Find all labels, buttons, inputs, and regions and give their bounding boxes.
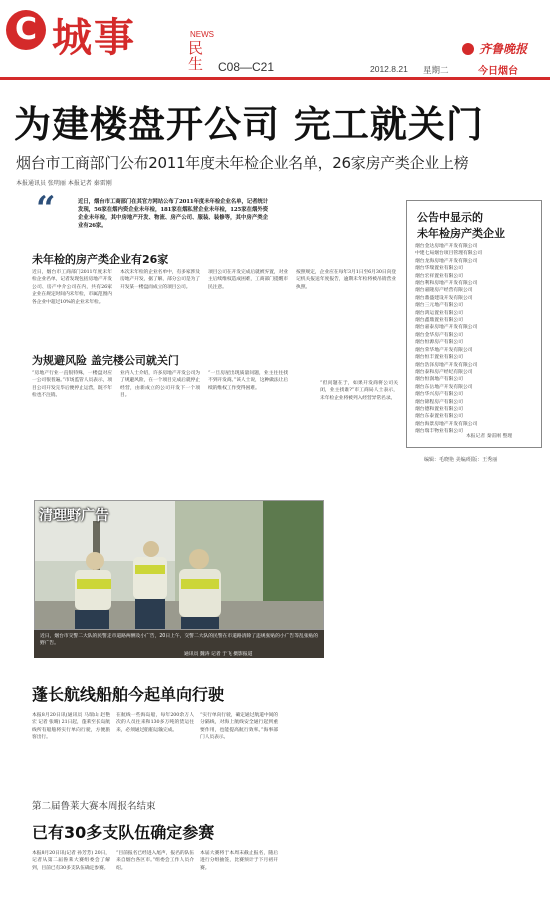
- company-list-item: 烟台恒丰置业有限公司: [415, 355, 463, 361]
- page-range: C08—C21: [218, 60, 275, 74]
- company-list-item: 烟台华兴房产有限公司: [415, 392, 463, 398]
- company-list-item: 烟台嘉泰房地产开发有限公司: [415, 325, 478, 331]
- company-list-item: 烟台鑫鼎置业有限公司: [415, 318, 463, 324]
- story3-headline: 已有30多支队伍确定参赛: [32, 823, 215, 842]
- photo-block: [34, 500, 324, 630]
- company-list-item: 烟台泰和房产经纪有限公司: [415, 369, 473, 375]
- masthead: [0, 0, 550, 80]
- company-list-box: [406, 200, 542, 448]
- company-list-item: 烟台恒源房产有限公司: [415, 340, 463, 346]
- company-list: [415, 243, 537, 436]
- paper-logo-mark: [462, 43, 474, 55]
- lead-subhead: 烟台市工商部门公布2011年度未年检企业名单，26家房产类企业上榜: [16, 154, 469, 172]
- story2-col-1: 本报8月20日讯(通讯员 马瑞山 赵艳宏 记者 张晴) 21日起，蓬莱至长岛航线所有船舶将实行单向行驶，方便旅客出行。: [32, 713, 110, 741]
- issue-date: 2012.8.21: [370, 64, 408, 74]
- masthead-rule: [0, 77, 550, 80]
- list-title-line1: 公告中显示的: [417, 211, 483, 224]
- lead-col-3: 项目公司在开发完成后就被弃置，对业主后续维权造成困难，工商部门提醒市民注意。: [208, 270, 288, 290]
- company-list-item: 烟台恒润地产有限公司: [415, 377, 463, 383]
- news-en-label: NEWS: [190, 30, 214, 39]
- company-list-item: 烟台嘉隆房产经营有限公司: [415, 288, 473, 294]
- story2-headline: 蓬长航线船舶今起单向行驶: [32, 685, 225, 704]
- story3-col-1: 本报8月20日讯(记者 孙芳芳) 20日，记者从第二届鲁莱大赛组委会了解到，目前已有30多支队伍确定参赛。: [32, 851, 110, 871]
- company-list-item: 烟台海景房地产开发有限公司: [415, 421, 478, 427]
- lead-col-5: “房地产行业一直很特殊，一楼盘对应一公司很普遍。”市场监管人员表示，项目公司开发完毕后便停止运营，既不年检也不注销。: [32, 371, 112, 399]
- section-word: 城事: [52, 15, 136, 61]
- paper-logo: [462, 38, 546, 58]
- company-list-item: 烟台鸿运置业有限公司: [415, 310, 463, 316]
- lead-headline: 为建楼盘开公司 完工就关门: [14, 103, 484, 146]
- lead-col-7: “一旦房屋出现质量问题，业主往往找不到开发商。”该人士说，这种做法让后续的维权工作变得困难。: [208, 371, 288, 391]
- company-list-item: 烟台宏祥置业有限公司: [415, 273, 463, 279]
- company-list-item: 烟台金华房产有限公司: [415, 332, 463, 338]
- list-byline: 本报记者 秦雷刚 整理: [466, 434, 513, 439]
- weekday: 星期二: [423, 66, 449, 76]
- photo-credit: 通讯员 魏涛 记者 于飞 摄影报道: [184, 652, 253, 657]
- section-logo-badge: C: [6, 10, 46, 50]
- company-list-item: 中建七局烟台项目管理有限公司: [415, 251, 483, 257]
- lead-subhead-1: 未年检的房产类企业有26家: [32, 253, 169, 266]
- lead-col-2: 本次未年检的企业名单中，有多家涉及房地产开发，据了解，部分公司是为了开发某一楼盘而成立的项目公司。: [120, 270, 200, 290]
- lead-col-1: 近日，烟台市工商部门2011年度未年检企业名单，记者发现包括房地产开发公司、房产中介公司在内，共有26家企业在规定时间内未年检，市属范围内各企业中超过10%的企业未年检。: [32, 270, 112, 305]
- list-title-line2: 未年检房产类企业: [417, 227, 505, 240]
- company-list-item: 烟台德和置业有限公司: [415, 406, 463, 412]
- lead-col-8: “但问题在于，如果开发商将公司关闭，业主找谁?”市工商局人士表示，未年检企业将被列入经营异常名录。: [320, 381, 398, 401]
- company-list-item: 烟台东岳地产开发有限公司: [415, 384, 473, 390]
- lead-col-6: 业内人士介绍，许多房地产开发公司为了规避风险，在一个项目完成后就停止经营，由新成立的公司开发下一个项目。: [120, 371, 200, 399]
- company-list-item: 烟台东泰置业有限公司: [415, 414, 463, 420]
- quote-mark-icon: “: [36, 189, 56, 229]
- company-list-item: 烟台浩泽房地产开发有限公司: [415, 362, 478, 368]
- story2-col-2: 在航线一些海岛船，每年200余万人次的人员往来和130多万吨的货运往来，必须通过船舶运输完成。: [116, 713, 194, 733]
- company-list-item: 烟台瑞丰物业有限公司: [415, 429, 463, 435]
- lead-subhead-2: 为规避风险 盖完楼公司就关门: [32, 354, 179, 367]
- edition-name: 今日烟台: [478, 66, 518, 77]
- company-list-item: 烟台利和房地产开发有限公司: [415, 281, 478, 287]
- story3-col-2: “目前报名已经进入尾声，报名的队伍来自烟台各区市。”组委会工作人员介绍。: [116, 851, 194, 871]
- photo-label: 清理野广告: [39, 508, 109, 524]
- company-list-item: 烟台金达房地产开发有限公司: [415, 244, 478, 249]
- story2-col-3: “实行单向行驶，确定通过航道中间的分隔线，对海上航线安全通行起到重要作用，也能提高航行效率。”海事部门人员表示。: [200, 713, 278, 741]
- company-list-item: 烟台荣华地产开发有限公司: [415, 347, 473, 353]
- lead-col-4: 按照规定，企业应在每年3月1日至6月30日向登记机关报送年度报告，逾期未年检将被吊销营业执照。: [296, 270, 396, 290]
- company-list-item: 烟台三元地产有限公司: [415, 303, 463, 309]
- section-sub: 民生: [188, 39, 204, 73]
- company-list-item: 烟台锦程房产有限公司: [415, 399, 463, 405]
- company-list-item: 烟台华瑞置业有限公司: [415, 266, 463, 272]
- story3-kicker: 第二届鲁莱大赛本周报名结束: [32, 801, 156, 812]
- company-list-item: 烟台龙海房地产开发有限公司: [415, 258, 478, 264]
- photo-caption-box: [34, 630, 324, 658]
- company-list-item: 烟台鼎盛建设开发有限公司: [415, 295, 473, 301]
- paper-name: 齐鲁晚报: [479, 42, 528, 56]
- editor-credit: 编辑：毛晓艳 美编/组版：王秀丽: [424, 457, 498, 463]
- lead-intro: 近日，烟台市工商部门在其官方网站公布了2011年度未年检企业名单，记者统计发现，56家在烟内资企业未年检，181家在烟私营企业未年检，125家在烟外资企业未年检，其中房地产开发、物流、房产公司、服装、装修等，其中房产类企业有26家。: [78, 199, 268, 229]
- photo-caption: 近日，烟台市交警二大队的民警走市道路两侧及小广告，20日上午，交警二大队的民警在市道路清除了违规张贴的小广告等乱张贴的野广告。: [40, 634, 318, 647]
- story3-col-3: 本届大赛将于本周末截止报名，随后进行分组抽签，比赛预计于下月初开赛。: [200, 851, 278, 871]
- lead-byline: 本报通讯员 张明丽 本报记者 秦雷刚: [16, 180, 112, 187]
